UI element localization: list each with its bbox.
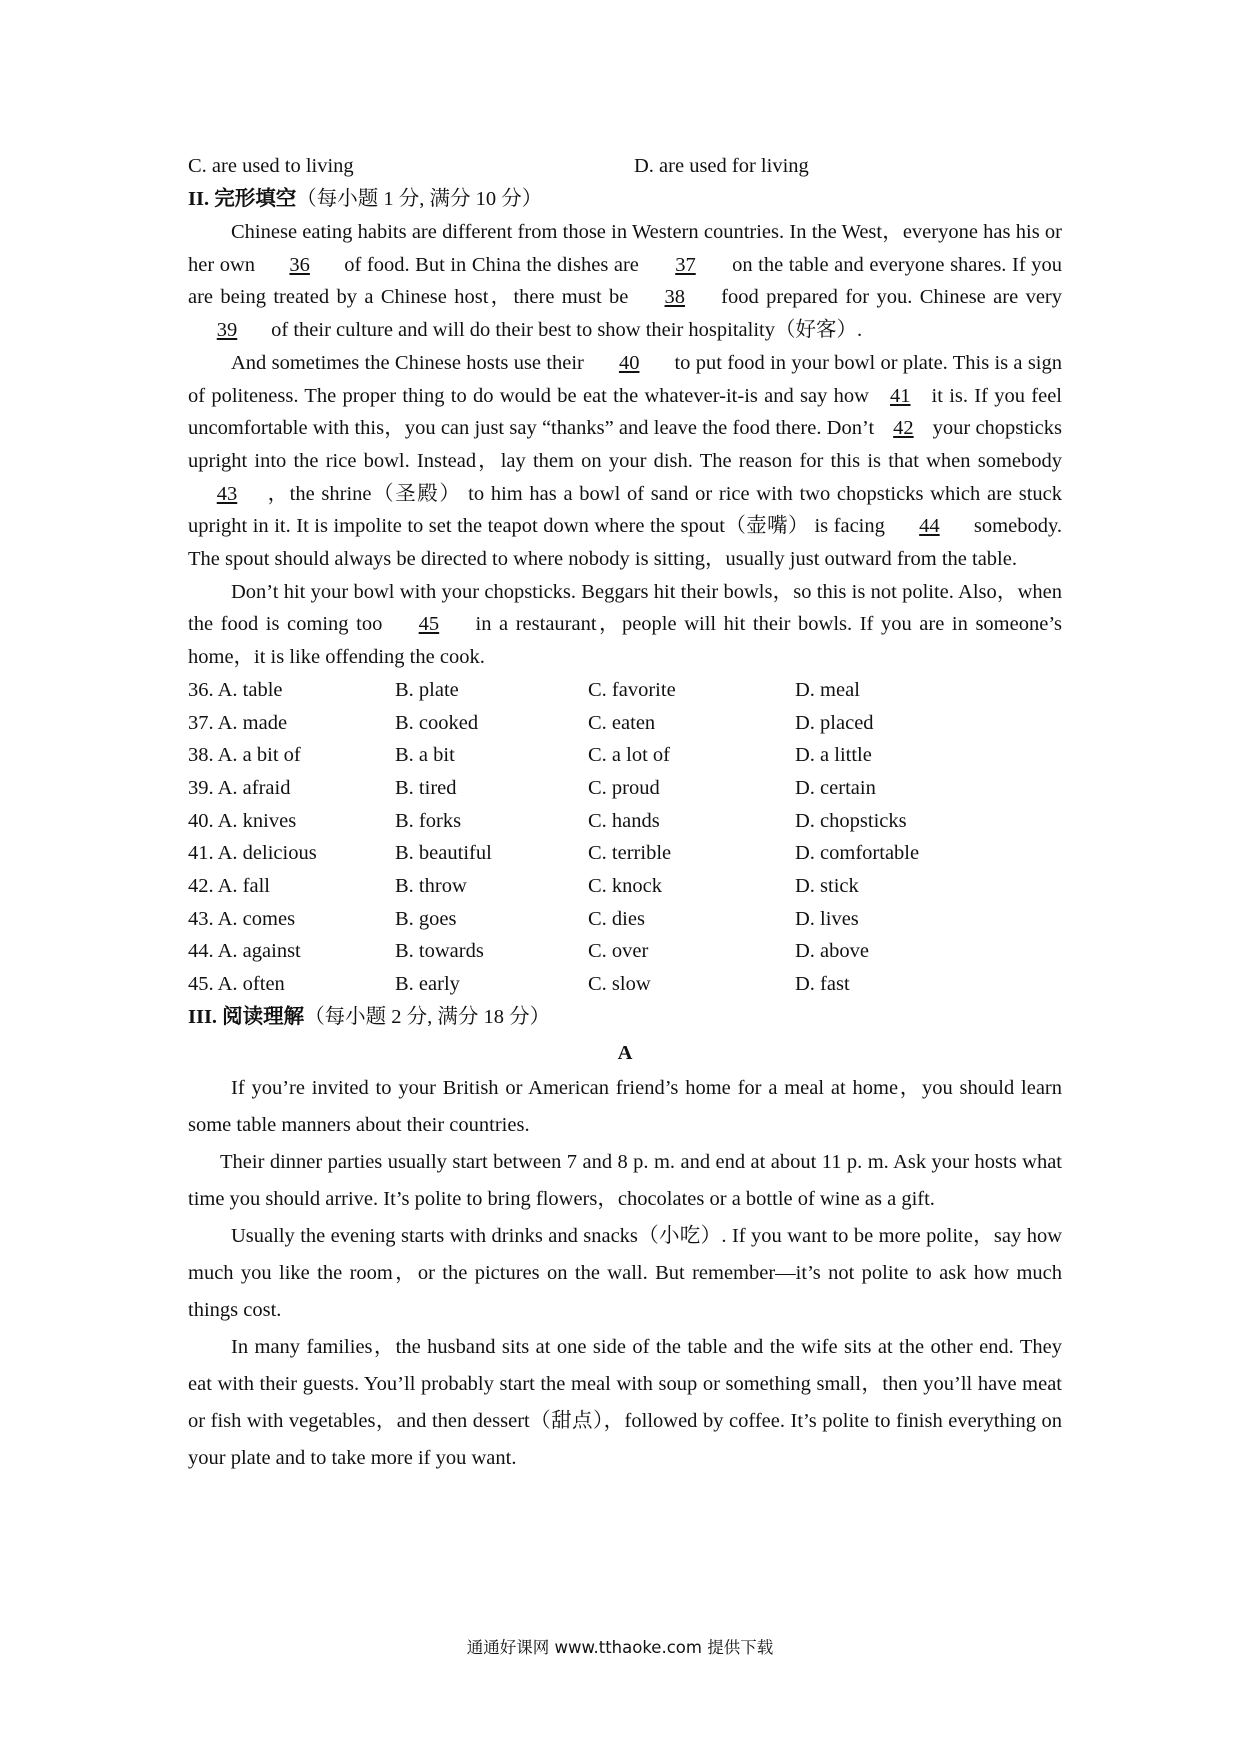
blank-37: 37 bbox=[675, 253, 696, 276]
cloze-paragraph-3: Don’t hit your bowl with your chopsticks. Beggars hit their bowls，so this is not polite. Also，when the food is coming too 45 in a restaurant，people will hit their bowls. If you are in someone’s home，it is like offending the cook. bbox=[188, 580, 1062, 669]
section-note: （每小题 1 分, 满分 10 分） bbox=[296, 188, 543, 210]
reading-paragraph-3: Usually the evening starts with drinks and snacks（小吃）. If you want to be more polite，say how much you like the room，or the pictures on the wall. But remember—it’s not polite to ask how much things cost. bbox=[188, 1224, 1062, 1321]
section-title: III. 阅读理解 bbox=[188, 1005, 305, 1028]
cloze-paragraph-2: And sometimes the Chinese hosts use their 40 to put food in your bowl or plate. This is a sign of politeness. The proper thing to do would be eat the whatever-it-is and say how 41 it is. If you feel uncomfortable with this，you can just say “thanks” and leave the food there. Don’t 42 your chopsticks upright into the rice bowl. Instead，lay them on your dish. The reason for this is that when somebody 43 ，the shrine（圣殿） to him has a bowl of sand or rice with two chopsticks which are stuck upright in it. It is impolite to set the teapot down where the spout（壶嘴） is facing 44 somebody. The spout should always be directed to where nobody is sitting，usually just outward from the table. bbox=[188, 347, 1062, 576]
blank-45: 45 bbox=[418, 613, 440, 636]
option-row-39: 39. A. afraid B. tired C. proud D. certain bbox=[188, 776, 876, 799]
blank-41: 41 bbox=[890, 384, 911, 407]
page-footer: 通通好课网 www.tthaoke.com 提供下载 bbox=[466, 1638, 774, 1657]
cloze-options bbox=[188, 674, 1062, 1001]
option-d: D. are used for living bbox=[634, 155, 809, 177]
passage-label: A bbox=[617, 1041, 633, 1064]
prev-question-options bbox=[188, 150, 1062, 183]
blank-44: 44 bbox=[919, 515, 940, 538]
blank-39: 39 bbox=[216, 319, 238, 342]
blank-40: 40 bbox=[618, 351, 640, 374]
option-row-36: 36. A. table B. plate C. favorite D. meal bbox=[188, 678, 860, 701]
option-c: C. are used to living bbox=[188, 155, 354, 177]
reading-paragraph-1: If you’re invited to your British or American friend’s home for a meal at home，you should learn some table manners about their countries. bbox=[188, 1076, 1062, 1136]
option-row-37: 37. A. made B. cooked C. eaten D. placed bbox=[188, 711, 874, 734]
blank-42: 42 bbox=[893, 417, 914, 440]
option-row-41: 41. A. delicious B. beautiful C. terrible D. comfortable bbox=[188, 842, 920, 865]
section-title: II. 完形填空 bbox=[188, 188, 297, 210]
blank-38: 38 bbox=[664, 286, 686, 309]
option-row-40: 40. A. knives B. forks C. hands D. chopsticks bbox=[188, 809, 907, 832]
option-row-38: 38. A. a bit of B. a bit C. a lot of D. a little bbox=[188, 744, 872, 767]
section-cloze-heading bbox=[188, 183, 1062, 216]
option-row-43: 43. A. comes B. goes C. dies D. lives bbox=[188, 907, 859, 930]
reading-paragraph-2: Their dinner parties usually start between 7 and 8 p. m. and end at about 11 p. m. Ask your hosts what time you should arrive. It’s polite to bring flowers，chocolates or a bottle of wine as a gift. bbox=[188, 1150, 1062, 1210]
blank-36: 36 bbox=[289, 253, 310, 276]
exam-page bbox=[188, 150, 1062, 1477]
option-row-45: 45. A. often B. early C. slow D. fast bbox=[188, 973, 850, 996]
option-row-42: 42. A. fall B. throw C. knock D. stick bbox=[188, 874, 859, 897]
blank-43: 43 bbox=[216, 482, 238, 505]
section-note: （每小题 2 分, 满分 18 分） bbox=[304, 1005, 551, 1028]
option-row-44: 44. A. against B. towards C. over D. above bbox=[188, 940, 870, 963]
reading-paragraph-4: In many families，the husband sits at one side of the table and the wife sits at the other end. They eat with their guests. You’ll probably start the meal with soup or something small，then you’ll have meat or fish with vegetables，and then dessert（甜点），followed by coffee. It’s polite to finish everything on your plate and to take more if you want. bbox=[188, 1335, 1062, 1469]
section-reading-heading bbox=[188, 1001, 1062, 1034]
cloze-paragraph-1: Chinese eating habits are different from those in Western countries. In the West，everyone has his or her own 36 of food. But in China the dishes are 37 on the table and everyone shares. If you are being treated by a Chinese host，there must be 38 food prepared for you. Chinese are very 39 of their culture and will do their best to show their hospitality（好客）. bbox=[188, 216, 1062, 347]
